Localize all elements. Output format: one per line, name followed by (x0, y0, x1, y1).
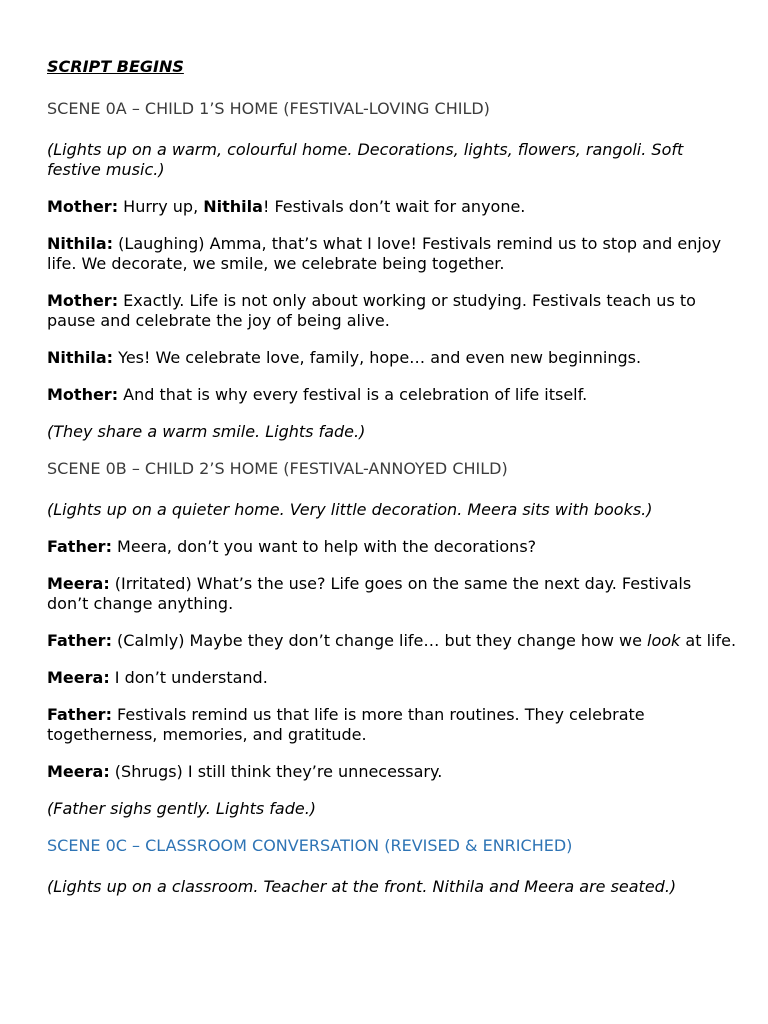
scene-0c-heading: SCENE 0C – CLASSROOM CONVERSATION (REVISED & ENRICHED) (47, 836, 573, 855)
speaker-name: Meera: (47, 762, 110, 781)
dialogue-line (47, 631, 737, 651)
dialogue-line (47, 574, 737, 614)
speaker-name: Mother: (47, 291, 119, 310)
speaker-name: Meera: (47, 668, 110, 687)
scene-0b-heading: SCENE 0B – CHILD 2’S HOME (FESTIVAL-ANNOYED CHILD) (47, 459, 508, 478)
character-name: Nithila (203, 197, 263, 216)
dialogue-line (47, 385, 737, 405)
dialogue-line (47, 197, 737, 217)
dialogue-line (47, 668, 737, 688)
dialogue-text: Hurry up, (118, 197, 204, 216)
speaker-name: Meera: (47, 574, 110, 593)
dialogue-text: Meera, don’t you want to help with the decorations? (111, 537, 537, 556)
dialogue-text: ! Festivals don’t wait for anyone. (262, 197, 526, 216)
script-title: SCRIPT BEGINS (47, 57, 184, 76)
stage-direction: (Father sighs gently. Lights fade.) (47, 799, 317, 818)
emphasized-word: look (647, 631, 681, 650)
dialogue-text: Festivals remind us that life is more than routines. They celebrate togetherness, memories, and gratitude. (47, 705, 645, 744)
dialogue-line (47, 762, 737, 782)
dialogue-text: And that is why every festival is a celebration of life itself. (118, 385, 588, 404)
dialogue-text: (Shrugs) I still think they’re unnecessary. (109, 762, 443, 781)
stage-direction: (Lights up on a classroom. Teacher at the front. Nithila and Meera are seated.) (47, 877, 677, 896)
scene-0a-heading: SCENE 0A – CHILD 1’S HOME (FESTIVAL-LOVING CHILD) (47, 99, 490, 118)
stage-direction: (Lights up on a quieter home. Very little decoration. Meera sits with books.) (47, 500, 653, 519)
speaker-name: Father: (47, 537, 112, 556)
dialogue-text: Yes! We celebrate love, family, hope… and even new beginnings. (113, 348, 642, 367)
stage-direction: (Lights up on a warm, colourful home. Decorations, lights, flowers, rangoli. Soft festive music.) (47, 140, 684, 179)
dialogue-line (47, 348, 737, 368)
speaker-name: Nithila: (47, 348, 114, 367)
stage-direction: (They share a warm smile. Lights fade.) (47, 422, 366, 441)
dialogue-line (47, 705, 737, 745)
dialogue-text: Exactly. Life is not only about working or studying. Festivals teach us to pause and celebrate the joy of being alive. (47, 291, 696, 330)
dialogue-line (47, 234, 737, 274)
speaker-name: Mother: (47, 385, 119, 404)
speaker-name: Father: (47, 631, 112, 650)
dialogue-line (47, 291, 737, 331)
speaker-name: Nithila: (47, 234, 114, 253)
dialogue-line (47, 537, 737, 557)
speaker-name: Mother: (47, 197, 119, 216)
dialogue-text: (Laughing) Amma, that’s what I love! Festivals remind us to stop and enjoy life. We decorate, we smile, we celebrate being together. (47, 234, 722, 273)
dialogue-text: at life. (680, 631, 737, 650)
dialogue-text: I don’t understand. (109, 668, 268, 687)
speaker-name: Father: (47, 705, 112, 724)
dialogue-text: (Calmly) Maybe they don’t change life… but they change how we (111, 631, 648, 650)
dialogue-text: (Irritated) What’s the use? Life goes on the same the next day. Festivals don’t change anything. (47, 574, 692, 613)
